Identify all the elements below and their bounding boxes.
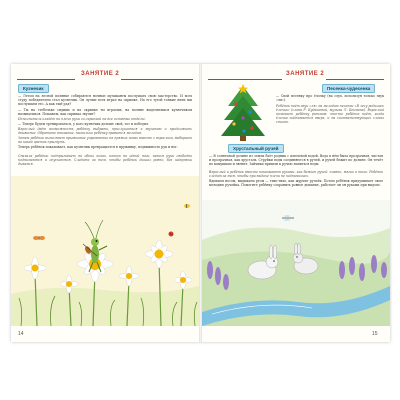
title-rule-right-a — [208, 79, 282, 80]
paragraph: Затем ребёнок выполняет прыжковое упражнение на прямых ногах вместе с взрослым, выбирает на какой цветок прыгнуть. — [18, 136, 192, 145]
paragraph: — Теперь будем тренироваться, у кого кузнечик дольше свой, тот и победил. — [18, 122, 150, 126]
paragraph: — Свой песенку про ёлочку (на слух, используя только звук «ля»). — [276, 94, 384, 103]
left-page — [11, 64, 199, 342]
ladybug-icon — [169, 232, 174, 237]
right-page — [202, 64, 390, 342]
paragraph: Вдыхаем носом, выдыхаем ртом — тихо-тихо, как журчит ручеёк. Потом ребёнок придумывает свою мелодию ручейка. Помогите ребёнку сохранить ровное дыхание, работает ли он руками при выдохе. — [209, 179, 383, 188]
paragraph: Взрослый даёт возможность ребёнку выбрать, прислушаться к звучанию и продолжить движение. Обратите внимание, насколько ребёнку нравится мелодия. — [18, 127, 192, 136]
lesson-title-left: ЗАНЯТИЕ 2 — [81, 71, 120, 77]
christmas-tree-illustration — [220, 84, 266, 142]
section-tab-grasshopper: Кузнечик — [18, 84, 49, 93]
section-tab-crystal-stream: Хрустальный ручей — [228, 144, 284, 153]
page-number-right: 15 — [372, 331, 378, 337]
paragraph: Теперь ребёнок показывает, как кузнечик превращается в пружинку, подвижность рук и ног. — [18, 145, 178, 149]
title-rule-left-b — [121, 79, 193, 80]
title-rule-right-b — [326, 79, 384, 80]
paragraph: — Ты на стебельке сидишь и на скрипке ты играешь, на поляне выделяешься кузнечиком называешься. Покажем, как скрипка звучит? — [18, 108, 192, 117]
paragraph: Исполнитель кладёт на плечо руки со скрипкой на все основные отделы. — [18, 117, 146, 121]
grasshopper-daisies-illustration — [11, 176, 199, 326]
paragraph: Взрослый и ребёнок вместе показывают руками, как бежит ручей: плавно, мягко и тихо. Ребёнок следит за тем, чтобы при выдохе плечи не поднимались. — [209, 170, 383, 179]
page-number-left: 14 — [18, 331, 24, 337]
butterfly-icon — [33, 236, 45, 240]
stream-hares-illustration — [202, 200, 390, 326]
bee-icon — [184, 204, 190, 208]
title-rule-left-a — [17, 79, 75, 80]
paragraph: — В солнечной долине из земли бьёт родник с ключевой водой. Вода в нём была прозрачная, чистая и прозрачная, как хрусталь. Струйки воды соединяются в ручей, и ручей бежит по долине. Он течёт по камушкам и звенит. Зайчики пришли к ручью напиться воды. — [209, 154, 383, 167]
lesson-title-right: ЗАНЯТИЕ 2 — [286, 71, 325, 77]
section-tab-song: Песенка-чудесенка — [322, 84, 375, 93]
paragraph: Ребёнок поёт звук «ля» на мелодию песенки «В лесу родилась ёлочка» (слова Р. Кудашевой, музыка Л. Бекмана). Взрослый помогает ребёнку ритмом: что-то ребёнок поёт, когда ёлочка поднимается вверх, и на соответствующих слогах стоит. — [276, 104, 384, 125]
paragraph: — Летом на лесной полянке собираются ночные музыканты послушать свою мастерство. И всех сгуду победителем стал кузнечик. Он лучше всех играл на скрипке. На его тугой тонкие нити мы послушаем его. А как ещё рад? — [18, 94, 192, 107]
paragraph: Сначала ребёнок подпрыгивает на обеих ногах, потом на одной ноге, затем руки свободно поднимаются и опускаются. Следите за тем, чтобы ребёнок дышал ровно, без задержки дыхания. — [18, 154, 192, 167]
book-spread — [11, 64, 390, 342]
